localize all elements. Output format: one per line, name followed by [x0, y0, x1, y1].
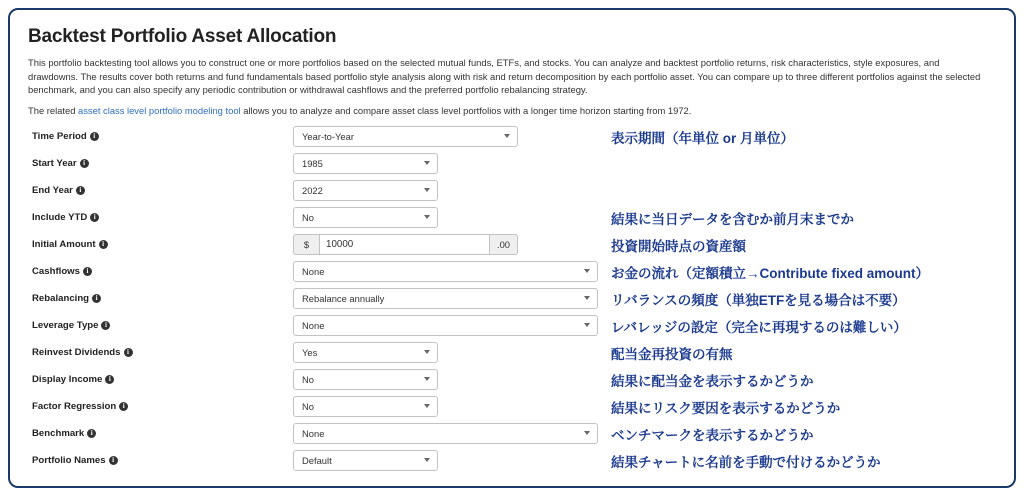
select-value: Yes: [302, 346, 318, 358]
select-start-year[interactable]: [293, 153, 438, 174]
form-row: [28, 261, 1004, 288]
select-value: Year-to-Year: [302, 130, 354, 142]
annotation-text: ベンチマークを表示するかどうか: [611, 427, 814, 443]
annotation-text: 結果に当日データを含むか前月末までか: [611, 211, 854, 227]
page-content: [28, 20, 1004, 477]
select-value: No: [302, 373, 314, 385]
info-icon[interactable]: i: [99, 240, 108, 249]
backtest-form: [28, 126, 1004, 477]
amount-input[interactable]: 10000: [319, 234, 490, 255]
select-time-period[interactable]: [293, 126, 518, 147]
select-display-income[interactable]: [293, 369, 438, 390]
select-value: 1985: [302, 157, 323, 169]
chevron-down-icon: [424, 161, 430, 165]
field-label-text: Cashflows: [32, 265, 80, 277]
field-label-text: Initial Amount: [32, 238, 96, 250]
select-end-year[interactable]: [293, 180, 438, 201]
form-row: [28, 369, 1004, 396]
form-row: [28, 207, 1004, 234]
field-label: [32, 239, 108, 250]
decimals-suffix: .00: [490, 234, 518, 255]
form-row: [28, 180, 1004, 207]
select-include-ytd[interactable]: [293, 207, 438, 228]
select-benchmark[interactable]: [293, 423, 598, 444]
select-value: Rebalance annually: [302, 292, 385, 304]
annotation-text: レバレッジの設定（完全に再現するのは難しい）: [611, 319, 907, 335]
related-suffix: allows you to analyze and compare asset class level portfolios with a longer time horizon starting from 1972.: [240, 104, 692, 116]
annotation-text: 結果にリスク要因を表示するかどうか: [611, 400, 841, 416]
info-icon[interactable]: i: [76, 186, 85, 195]
field-label: [32, 293, 101, 304]
intro-paragraph: This portfolio backtesting tool allows you to construct one or more portfolios based on the selected mutual funds, ETFs, and stocks. You can analyze and backtest portfolio returns, risk characteristics, style exposures, and drawdowns. The results cover both returns and fund fundamentals based portfolio style analysis along with risk and return decomposition by each portfolio asset. You can compare up to three different portfolios against the selected benchmark, and you can also specify any periodic contribution or withdrawal cashflows and the preferred portfolio rebalancing strategy.: [28, 57, 981, 96]
field-label-text: Time Period: [32, 130, 87, 142]
field-label: [32, 320, 110, 331]
related-prefix: The related: [28, 104, 79, 116]
select-factor-regression[interactable]: [293, 396, 438, 417]
field-label-text: Factor Regression: [32, 400, 117, 412]
form-row: [28, 450, 1004, 477]
field-label-text: Portfolio Names: [32, 454, 106, 466]
chevron-down-icon: [424, 404, 430, 408]
chevron-down-icon: [584, 323, 590, 327]
field-label-text: Display Income: [32, 373, 103, 385]
form-row: [28, 288, 1004, 315]
select-value: 2022: [302, 184, 323, 196]
select-value: None: [302, 427, 325, 439]
annotation-text: リバランスの頻度（単独ETFを見る場合は不要）: [611, 292, 906, 308]
annotation-text: 結果に配当金を表示するかどうか: [611, 373, 814, 389]
currency-prefix: $: [293, 234, 319, 255]
info-icon[interactable]: i: [101, 321, 110, 330]
annotation-text: 投資開始時点の資産額: [611, 238, 746, 254]
chevron-down-icon: [424, 458, 430, 462]
field-label-text: Rebalancing: [32, 292, 90, 304]
select-value: No: [302, 211, 314, 223]
select-leverage-type[interactable]: [293, 315, 598, 336]
field-label: [32, 158, 89, 169]
field-label: [32, 347, 133, 358]
select-value: None: [302, 265, 325, 277]
field-label: [32, 374, 114, 385]
select-reinvest-dividends[interactable]: [293, 342, 438, 363]
info-icon[interactable]: i: [124, 348, 133, 357]
select-value: None: [302, 319, 325, 331]
select-cashflows[interactable]: [293, 261, 598, 282]
select-rebalancing[interactable]: [293, 288, 598, 309]
asset-class-modeling-tool-link[interactable]: asset class level portfolio modeling tool: [78, 104, 241, 116]
chevron-down-icon: [424, 350, 430, 354]
field-label: [32, 455, 118, 466]
form-row: [28, 153, 1004, 180]
form-row: [28, 396, 1004, 423]
select-value: No: [302, 400, 314, 412]
page-title: Backtest Portfolio Asset Allocation: [28, 26, 337, 47]
chevron-down-icon: [424, 377, 430, 381]
field-label-text: End Year: [32, 184, 73, 196]
info-icon[interactable]: i: [105, 375, 114, 384]
field-label: [32, 266, 92, 277]
chevron-down-icon: [584, 431, 590, 435]
field-label: [32, 185, 85, 196]
form-row: [28, 423, 1004, 450]
initial-amount-field[interactable]: [293, 234, 518, 255]
field-label-text: Reinvest Dividends: [32, 346, 121, 358]
info-icon[interactable]: i: [92, 294, 101, 303]
field-label-text: Include YTD: [32, 211, 88, 223]
field-label: [32, 131, 99, 142]
info-icon[interactable]: i: [90, 132, 99, 141]
select-portfolio-names[interactable]: [293, 450, 438, 471]
info-icon[interactable]: i: [87, 429, 96, 438]
related-tool-paragraph: [28, 104, 988, 118]
form-row: [28, 342, 1004, 369]
chevron-down-icon: [584, 269, 590, 273]
field-label: [32, 212, 99, 223]
annotation-text: 結果チャートに名前を手動で付けるかどうか: [611, 454, 881, 470]
info-icon[interactable]: i: [109, 456, 118, 465]
info-icon[interactable]: i: [90, 213, 99, 222]
info-icon[interactable]: i: [80, 159, 89, 168]
annotation-text: お金の流れ（定額積立→Contribute fixed amount）: [611, 265, 929, 281]
chevron-down-icon: [584, 296, 590, 300]
field-label: [32, 401, 128, 412]
chevron-down-icon: [504, 134, 510, 138]
form-row: [28, 126, 1004, 153]
field-label-text: Start Year: [32, 157, 77, 169]
field-label-text: Benchmark: [32, 427, 85, 439]
annotation-text: 配当金再投資の有無: [611, 346, 733, 362]
info-icon[interactable]: i: [83, 267, 92, 276]
field-label-text: Leverage Type: [32, 319, 99, 331]
select-value: Default: [302, 454, 332, 466]
page-frame: [8, 8, 1016, 488]
field-label: [32, 428, 96, 439]
form-row: [28, 315, 1004, 342]
info-icon[interactable]: i: [119, 402, 128, 411]
form-row: [28, 234, 1004, 261]
chevron-down-icon: [424, 188, 430, 192]
chevron-down-icon: [424, 215, 430, 219]
annotation-text: 表示期間（年単位 or 月単位）: [611, 130, 795, 146]
